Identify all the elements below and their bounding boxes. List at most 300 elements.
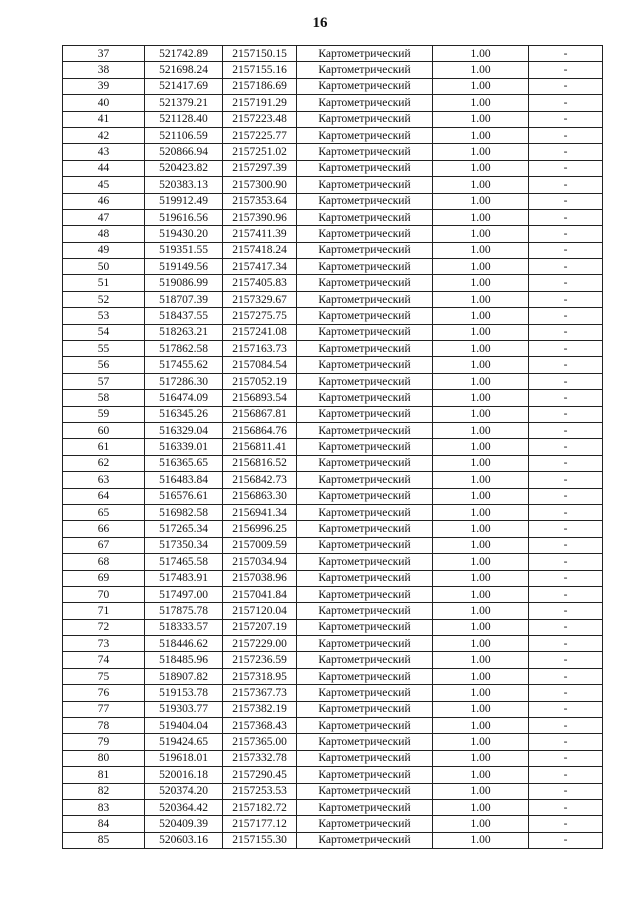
method-cell: Картометрический: [297, 636, 433, 652]
note-cell: -: [529, 324, 603, 340]
note-cell: -: [529, 95, 603, 111]
accuracy-cell: 1.00: [433, 799, 529, 815]
note-cell: -: [529, 78, 603, 94]
point-number-cell: 39: [63, 78, 145, 94]
method-cell: Картометрический: [297, 95, 433, 111]
x-coordinate-cell: 519618.01: [145, 750, 223, 766]
note-cell: -: [529, 685, 603, 701]
point-number-cell: 68: [63, 554, 145, 570]
note-cell: -: [529, 767, 603, 783]
accuracy-cell: 1.00: [433, 422, 529, 438]
y-coordinate-cell: 2156842.73: [223, 472, 297, 488]
x-coordinate-cell: 521106.59: [145, 127, 223, 143]
y-coordinate-cell: 2157041.84: [223, 586, 297, 602]
accuracy-cell: 1.00: [433, 95, 529, 111]
table-row: [63, 46, 603, 62]
method-cell: Картометрический: [297, 799, 433, 815]
table-row: [63, 472, 603, 488]
method-cell: Картометрический: [297, 406, 433, 422]
table-row: [63, 111, 603, 127]
note-cell: -: [529, 504, 603, 520]
accuracy-cell: 1.00: [433, 767, 529, 783]
y-coordinate-cell: 2157182.72: [223, 799, 297, 815]
table-row: [63, 455, 603, 471]
accuracy-cell: 1.00: [433, 226, 529, 242]
x-coordinate-cell: 517455.62: [145, 357, 223, 373]
method-cell: Картометрический: [297, 341, 433, 357]
table-row: [63, 324, 603, 340]
accuracy-cell: 1.00: [433, 636, 529, 652]
x-coordinate-cell: 521379.21: [145, 95, 223, 111]
accuracy-cell: 1.00: [433, 111, 529, 127]
method-cell: Картометрический: [297, 783, 433, 799]
x-coordinate-cell: 518907.82: [145, 668, 223, 684]
note-cell: -: [529, 439, 603, 455]
note-cell: -: [529, 62, 603, 78]
table-row: [63, 127, 603, 143]
table-row: [63, 750, 603, 766]
method-cell: Картометрический: [297, 718, 433, 734]
point-number-cell: 74: [63, 652, 145, 668]
method-cell: Картометрический: [297, 422, 433, 438]
y-coordinate-cell: 2156864.76: [223, 422, 297, 438]
method-cell: Картометрический: [297, 767, 433, 783]
method-cell: Картометрический: [297, 390, 433, 406]
point-number-cell: 78: [63, 718, 145, 734]
note-cell: -: [529, 718, 603, 734]
x-coordinate-cell: 520016.18: [145, 767, 223, 783]
y-coordinate-cell: 2157329.67: [223, 291, 297, 307]
point-number-cell: 84: [63, 816, 145, 832]
table-row: [63, 422, 603, 438]
x-coordinate-cell: 520603.16: [145, 832, 223, 848]
x-coordinate-cell: 520423.82: [145, 160, 223, 176]
table-row: [63, 259, 603, 275]
y-coordinate-cell: 2156941.34: [223, 504, 297, 520]
x-coordinate-cell: 516339.01: [145, 439, 223, 455]
x-coordinate-cell: 518263.21: [145, 324, 223, 340]
y-coordinate-cell: 2156816.52: [223, 455, 297, 471]
table-row: [63, 701, 603, 717]
x-coordinate-cell: 519424.65: [145, 734, 223, 750]
point-number-cell: 57: [63, 373, 145, 389]
point-number-cell: 83: [63, 799, 145, 815]
note-cell: -: [529, 816, 603, 832]
method-cell: Картометрический: [297, 619, 433, 635]
method-cell: Картометрический: [297, 357, 433, 373]
note-cell: -: [529, 193, 603, 209]
method-cell: Картометрический: [297, 193, 433, 209]
table-row: [63, 668, 603, 684]
y-coordinate-cell: 2157290.45: [223, 767, 297, 783]
x-coordinate-cell: 516329.04: [145, 422, 223, 438]
table-row: [63, 767, 603, 783]
point-number-cell: 73: [63, 636, 145, 652]
accuracy-cell: 1.00: [433, 308, 529, 324]
accuracy-cell: 1.00: [433, 439, 529, 455]
y-coordinate-cell: 2157155.16: [223, 62, 297, 78]
point-number-cell: 56: [63, 357, 145, 373]
table-row: [63, 226, 603, 242]
y-coordinate-cell: 2156863.30: [223, 488, 297, 504]
y-coordinate-cell: 2157191.29: [223, 95, 297, 111]
table-row: [63, 636, 603, 652]
y-coordinate-cell: 2157177.12: [223, 816, 297, 832]
y-coordinate-cell: 2157418.24: [223, 242, 297, 258]
x-coordinate-cell: 521128.40: [145, 111, 223, 127]
table-row: [63, 734, 603, 750]
accuracy-cell: 1.00: [433, 472, 529, 488]
accuracy-cell: 1.00: [433, 242, 529, 258]
y-coordinate-cell: 2157353.64: [223, 193, 297, 209]
y-coordinate-cell: 2157236.59: [223, 652, 297, 668]
point-number-cell: 46: [63, 193, 145, 209]
x-coordinate-cell: 517286.30: [145, 373, 223, 389]
y-coordinate-cell: 2157405.83: [223, 275, 297, 291]
table-row: [63, 78, 603, 94]
note-cell: -: [529, 291, 603, 307]
accuracy-cell: 1.00: [433, 521, 529, 537]
method-cell: Картометрический: [297, 242, 433, 258]
table-row: [63, 144, 603, 160]
accuracy-cell: 1.00: [433, 554, 529, 570]
table-row: [63, 586, 603, 602]
y-coordinate-cell: 2157229.00: [223, 636, 297, 652]
point-number-cell: 53: [63, 308, 145, 324]
point-number-cell: 63: [63, 472, 145, 488]
note-cell: -: [529, 226, 603, 242]
method-cell: Картометрический: [297, 537, 433, 553]
point-number-cell: 51: [63, 275, 145, 291]
note-cell: -: [529, 586, 603, 602]
method-cell: Картометрический: [297, 455, 433, 471]
note-cell: -: [529, 275, 603, 291]
point-number-cell: 38: [63, 62, 145, 78]
x-coordinate-cell: 517862.58: [145, 341, 223, 357]
note-cell: -: [529, 701, 603, 717]
x-coordinate-cell: 519303.77: [145, 701, 223, 717]
accuracy-cell: 1.00: [433, 504, 529, 520]
table-row: [63, 275, 603, 291]
table-row: [63, 341, 603, 357]
method-cell: Картометрический: [297, 259, 433, 275]
point-number-cell: 71: [63, 603, 145, 619]
accuracy-cell: 1.00: [433, 373, 529, 389]
y-coordinate-cell: 2157275.75: [223, 308, 297, 324]
accuracy-cell: 1.00: [433, 488, 529, 504]
method-cell: Картометрический: [297, 177, 433, 193]
table-row: [63, 718, 603, 734]
x-coordinate-cell: 518446.62: [145, 636, 223, 652]
point-number-cell: 61: [63, 439, 145, 455]
note-cell: -: [529, 111, 603, 127]
y-coordinate-cell: 2157052.19: [223, 373, 297, 389]
accuracy-cell: 1.00: [433, 160, 529, 176]
point-number-cell: 76: [63, 685, 145, 701]
accuracy-cell: 1.00: [433, 783, 529, 799]
accuracy-cell: 1.00: [433, 701, 529, 717]
accuracy-cell: 1.00: [433, 570, 529, 586]
y-coordinate-cell: 2157155.30: [223, 832, 297, 848]
accuracy-cell: 1.00: [433, 127, 529, 143]
y-coordinate-cell: 2156867.81: [223, 406, 297, 422]
accuracy-cell: 1.00: [433, 668, 529, 684]
accuracy-cell: 1.00: [433, 177, 529, 193]
accuracy-cell: 1.00: [433, 816, 529, 832]
x-coordinate-cell: 520409.39: [145, 816, 223, 832]
point-number-cell: 55: [63, 341, 145, 357]
note-cell: -: [529, 750, 603, 766]
x-coordinate-cell: 519351.55: [145, 242, 223, 258]
x-coordinate-cell: 520866.94: [145, 144, 223, 160]
point-number-cell: 45: [63, 177, 145, 193]
x-coordinate-cell: 516483.84: [145, 472, 223, 488]
y-coordinate-cell: 2157186.69: [223, 78, 297, 94]
method-cell: Картометрический: [297, 78, 433, 94]
accuracy-cell: 1.00: [433, 652, 529, 668]
method-cell: Картометрический: [297, 570, 433, 586]
note-cell: -: [529, 390, 603, 406]
accuracy-cell: 1.00: [433, 603, 529, 619]
note-cell: -: [529, 308, 603, 324]
table-row: [63, 242, 603, 258]
x-coordinate-cell: 519153.78: [145, 685, 223, 701]
table-row: [63, 685, 603, 701]
note-cell: -: [529, 341, 603, 357]
x-coordinate-cell: 521698.24: [145, 62, 223, 78]
note-cell: -: [529, 570, 603, 586]
table-row: [63, 193, 603, 209]
y-coordinate-cell: 2156893.54: [223, 390, 297, 406]
note-cell: -: [529, 422, 603, 438]
method-cell: Картометрический: [297, 472, 433, 488]
note-cell: -: [529, 160, 603, 176]
note-cell: -: [529, 799, 603, 815]
method-cell: Картометрический: [297, 488, 433, 504]
table-row: [63, 373, 603, 389]
method-cell: Картометрический: [297, 144, 433, 160]
x-coordinate-cell: 519616.56: [145, 209, 223, 225]
x-coordinate-cell: 517350.34: [145, 537, 223, 553]
y-coordinate-cell: 2156996.25: [223, 521, 297, 537]
y-coordinate-cell: 2157009.59: [223, 537, 297, 553]
point-number-cell: 52: [63, 291, 145, 307]
y-coordinate-cell: 2157253.53: [223, 783, 297, 799]
y-coordinate-cell: 2157300.90: [223, 177, 297, 193]
table-row: [63, 816, 603, 832]
method-cell: Картометрический: [297, 127, 433, 143]
x-coordinate-cell: 518485.96: [145, 652, 223, 668]
point-number-cell: 64: [63, 488, 145, 504]
y-coordinate-cell: 2156811.41: [223, 439, 297, 455]
x-coordinate-cell: 519149.56: [145, 259, 223, 275]
note-cell: -: [529, 177, 603, 193]
note-cell: -: [529, 373, 603, 389]
point-number-cell: 41: [63, 111, 145, 127]
note-cell: -: [529, 783, 603, 799]
x-coordinate-cell: 521742.89: [145, 46, 223, 62]
accuracy-cell: 1.00: [433, 78, 529, 94]
x-coordinate-cell: 521417.69: [145, 78, 223, 94]
note-cell: -: [529, 603, 603, 619]
y-coordinate-cell: 2157417.34: [223, 259, 297, 275]
method-cell: Картометрический: [297, 816, 433, 832]
x-coordinate-cell: 518707.39: [145, 291, 223, 307]
y-coordinate-cell: 2157084.54: [223, 357, 297, 373]
point-number-cell: 77: [63, 701, 145, 717]
point-number-cell: 42: [63, 127, 145, 143]
x-coordinate-cell: 517265.34: [145, 521, 223, 537]
accuracy-cell: 1.00: [433, 685, 529, 701]
table-row: [63, 209, 603, 225]
accuracy-cell: 1.00: [433, 734, 529, 750]
y-coordinate-cell: 2157251.02: [223, 144, 297, 160]
table-row: [63, 308, 603, 324]
method-cell: Картометрический: [297, 291, 433, 307]
table-row: [63, 537, 603, 553]
x-coordinate-cell: 516345.26: [145, 406, 223, 422]
method-cell: Картометрический: [297, 209, 433, 225]
method-cell: Картометрический: [297, 275, 433, 291]
method-cell: Картометрический: [297, 46, 433, 62]
point-number-cell: 37: [63, 46, 145, 62]
x-coordinate-cell: 517497.00: [145, 586, 223, 602]
coordinates-table-body: [63, 46, 603, 849]
coordinates-table: [62, 45, 603, 849]
note-cell: -: [529, 209, 603, 225]
x-coordinate-cell: 517483.91: [145, 570, 223, 586]
table-row: [63, 390, 603, 406]
x-coordinate-cell: 519912.49: [145, 193, 223, 209]
accuracy-cell: 1.00: [433, 144, 529, 160]
method-cell: Картометрический: [297, 668, 433, 684]
note-cell: -: [529, 668, 603, 684]
table-row: [63, 799, 603, 815]
table-row: [63, 95, 603, 111]
x-coordinate-cell: 519430.20: [145, 226, 223, 242]
x-coordinate-cell: 517465.58: [145, 554, 223, 570]
point-number-cell: 44: [63, 160, 145, 176]
note-cell: -: [529, 259, 603, 275]
method-cell: Картометрический: [297, 439, 433, 455]
point-number-cell: 80: [63, 750, 145, 766]
y-coordinate-cell: 2157297.39: [223, 160, 297, 176]
point-number-cell: 67: [63, 537, 145, 553]
y-coordinate-cell: 2157225.77: [223, 127, 297, 143]
table-row: [63, 357, 603, 373]
accuracy-cell: 1.00: [433, 324, 529, 340]
point-number-cell: 75: [63, 668, 145, 684]
y-coordinate-cell: 2157207.19: [223, 619, 297, 635]
x-coordinate-cell: 519086.99: [145, 275, 223, 291]
table-row: [63, 291, 603, 307]
table-row: [63, 570, 603, 586]
accuracy-cell: 1.00: [433, 357, 529, 373]
note-cell: -: [529, 127, 603, 143]
method-cell: Картометрический: [297, 160, 433, 176]
y-coordinate-cell: 2157411.39: [223, 226, 297, 242]
table-row: [63, 439, 603, 455]
accuracy-cell: 1.00: [433, 390, 529, 406]
note-cell: -: [529, 734, 603, 750]
table-row: [63, 62, 603, 78]
note-cell: -: [529, 832, 603, 848]
x-coordinate-cell: 518437.55: [145, 308, 223, 324]
note-cell: -: [529, 46, 603, 62]
y-coordinate-cell: 2157241.08: [223, 324, 297, 340]
method-cell: Картометрический: [297, 373, 433, 389]
y-coordinate-cell: 2157368.43: [223, 718, 297, 734]
y-coordinate-cell: 2157163.73: [223, 341, 297, 357]
y-coordinate-cell: 2157390.96: [223, 209, 297, 225]
table-row: [63, 783, 603, 799]
method-cell: Картометрический: [297, 308, 433, 324]
x-coordinate-cell: 520364.42: [145, 799, 223, 815]
accuracy-cell: 1.00: [433, 619, 529, 635]
point-number-cell: 79: [63, 734, 145, 750]
x-coordinate-cell: 520383.13: [145, 177, 223, 193]
note-cell: -: [529, 488, 603, 504]
method-cell: Картометрический: [297, 521, 433, 537]
point-number-cell: 59: [63, 406, 145, 422]
accuracy-cell: 1.00: [433, 46, 529, 62]
point-number-cell: 65: [63, 504, 145, 520]
point-number-cell: 82: [63, 783, 145, 799]
page-number: 16: [312, 15, 328, 31]
accuracy-cell: 1.00: [433, 832, 529, 848]
note-cell: -: [529, 406, 603, 422]
point-number-cell: 40: [63, 95, 145, 111]
table-row: [63, 488, 603, 504]
method-cell: Картометрический: [297, 324, 433, 340]
method-cell: Картометрический: [297, 652, 433, 668]
point-number-cell: 50: [63, 259, 145, 275]
table-row: [63, 554, 603, 570]
accuracy-cell: 1.00: [433, 193, 529, 209]
y-coordinate-cell: 2157382.19: [223, 701, 297, 717]
point-number-cell: 43: [63, 144, 145, 160]
note-cell: -: [529, 455, 603, 471]
x-coordinate-cell: 516365.65: [145, 455, 223, 471]
note-cell: -: [529, 619, 603, 635]
table-row: [63, 504, 603, 520]
point-number-cell: 49: [63, 242, 145, 258]
note-cell: -: [529, 521, 603, 537]
method-cell: Картометрический: [297, 734, 433, 750]
point-number-cell: 58: [63, 390, 145, 406]
method-cell: Картометрический: [297, 111, 433, 127]
accuracy-cell: 1.00: [433, 62, 529, 78]
point-number-cell: 81: [63, 767, 145, 783]
note-cell: -: [529, 537, 603, 553]
y-coordinate-cell: 2157223.48: [223, 111, 297, 127]
accuracy-cell: 1.00: [433, 750, 529, 766]
y-coordinate-cell: 2157332.78: [223, 750, 297, 766]
accuracy-cell: 1.00: [433, 275, 529, 291]
table-row: [63, 406, 603, 422]
point-number-cell: 70: [63, 586, 145, 602]
accuracy-cell: 1.00: [433, 341, 529, 357]
point-number-cell: 54: [63, 324, 145, 340]
point-number-cell: 60: [63, 422, 145, 438]
method-cell: Картометрический: [297, 685, 433, 701]
table-row: [63, 652, 603, 668]
method-cell: Картометрический: [297, 554, 433, 570]
point-number-cell: 85: [63, 832, 145, 848]
note-cell: -: [529, 357, 603, 373]
method-cell: Картометрический: [297, 62, 433, 78]
note-cell: -: [529, 636, 603, 652]
